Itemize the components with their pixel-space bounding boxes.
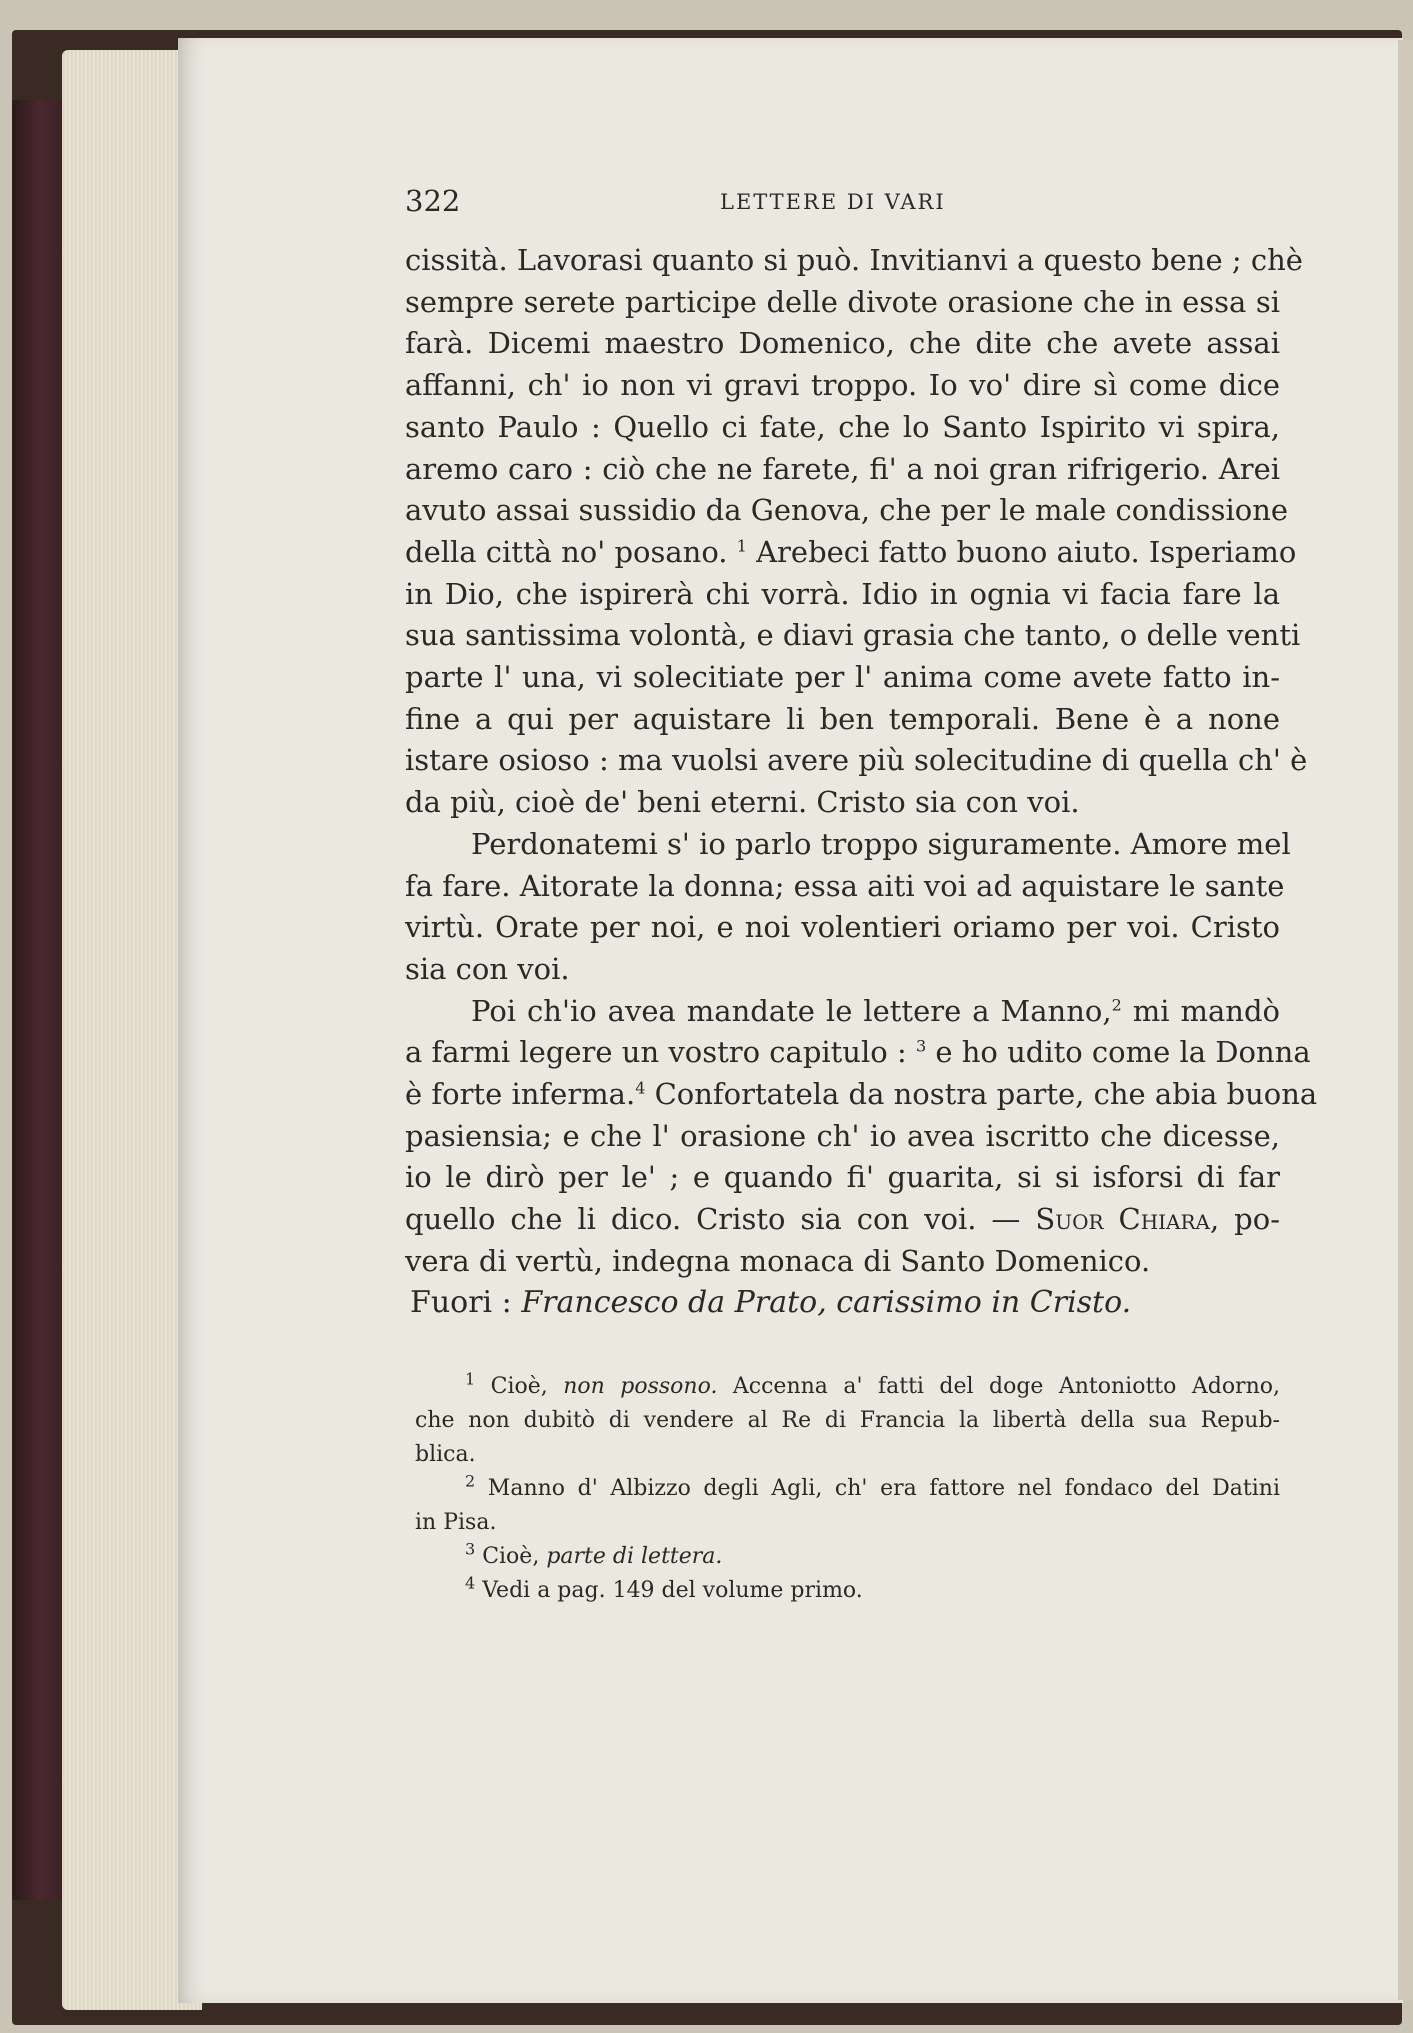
text-line: pasiensia; e che l' orasione ch' io avea iscritto che dicesse, bbox=[405, 1118, 1280, 1153]
text-line: parte l' una, vi solecitiate per l' anima come avete fatto in- bbox=[405, 660, 1280, 695]
footnote-ref: 2 bbox=[1111, 995, 1122, 1014]
recipient-address: Francesco da Prato, carissimo in Cristo. bbox=[521, 1285, 1132, 1320]
text-line: fine a qui per aquistare li ben temporali. Bene è a none bbox=[405, 701, 1280, 736]
text-line: avuto assai sussidio da Genova, che per le male condissione bbox=[405, 493, 1289, 528]
outer-address bbox=[410, 1285, 1270, 1320]
footnote-marker: 1 bbox=[465, 1369, 476, 1389]
footnote-4 bbox=[415, 1574, 1280, 1608]
signature-name: Suor Chiara bbox=[1035, 1202, 1210, 1237]
note-segment: Cioè, bbox=[490, 1374, 548, 1399]
text-line bbox=[405, 991, 1280, 1033]
text-line: in Dio, che ispirerà chi vorrà. Idio in ognia vi facia fare la bbox=[405, 576, 1280, 611]
text-line: virtù. Orate per noi, e noi volentieri oriamo per voi. Cristo bbox=[405, 910, 1280, 945]
text-line bbox=[405, 1032, 1311, 1074]
note-segment: Cioè, bbox=[482, 1544, 540, 1569]
note-segment: Manno d' Albizzo degli Agli, ch' era fattore nel fondaco del Datini bbox=[487, 1476, 1280, 1501]
page-number: 322 bbox=[405, 184, 461, 218]
text-line: affanni, ch' io non vi gravi troppo. Io vo' dire sì come dice bbox=[405, 368, 1280, 403]
text-segment: Poi ch'io avea mandate le lettere a Manno, bbox=[471, 993, 1112, 1028]
text-line bbox=[405, 1074, 1318, 1116]
page-header bbox=[405, 182, 965, 222]
text-line bbox=[405, 532, 1297, 574]
footnote-marker: 2 bbox=[465, 1471, 476, 1491]
text-line: cissità. Lavorasi quanto si può. Invitianvi a questo bene ; chè bbox=[405, 243, 1303, 277]
note-segment: parte di lettera. bbox=[546, 1544, 723, 1569]
footnote-ref: 3 bbox=[915, 1036, 927, 1056]
text-segment: è forte inferma. bbox=[405, 1077, 636, 1112]
text-segment: della città no' posano. bbox=[405, 534, 728, 569]
text-line: sia con voi. bbox=[405, 951, 570, 986]
footnote-1 bbox=[415, 1370, 1280, 1404]
text-line bbox=[405, 1199, 1280, 1241]
letter-body bbox=[405, 240, 1318, 1283]
text-segment: a farmi legere un vostro capitulo : bbox=[405, 1035, 907, 1070]
note-segment: non possono. bbox=[563, 1374, 718, 1399]
footnote-ref: 1 bbox=[736, 536, 747, 556]
text-line: io le dirò per le' ; e quando fi' guarita, si si isforsi di far bbox=[405, 1160, 1280, 1195]
text-segment: Confortatela da nostra parte, che abia buona bbox=[654, 1077, 1318, 1112]
footnote-ref: 4 bbox=[635, 1078, 646, 1098]
text-line: fa fare. Aitorate la donna; essa aiti voi ad aquistare le sante bbox=[405, 868, 1285, 903]
text-line: sua santissima volontà, e diavi grasia che tanto, o delle venti bbox=[405, 618, 1301, 653]
text-segment: , po- bbox=[1210, 1202, 1280, 1237]
footnote-2-line: in Pisa. bbox=[415, 1510, 497, 1535]
footnote-3 bbox=[415, 1540, 1280, 1574]
text-line: da più, cioè de' beni eterni. Cristo sia con voi. bbox=[405, 785, 1080, 820]
note-segment: Accenna a' fatti del doge Antoniotto Adorno, bbox=[732, 1374, 1280, 1399]
text-line: istare osioso : ma vuolsi avere più solecitudine di quella ch' è bbox=[405, 743, 1308, 778]
footnote-marker: 3 bbox=[465, 1539, 476, 1559]
footnote-1-line: blica. bbox=[415, 1442, 476, 1467]
text-segment: quello che li dico. Cristo sia con voi. — bbox=[405, 1202, 1021, 1237]
text-line: aremo caro : ciò che ne farete, fi' a noi gran rifrigerio. Arei bbox=[405, 451, 1280, 486]
text-segment: Arebeci fatto buono aiuto. Isperiamo bbox=[756, 534, 1297, 569]
outer-label: Fuori : bbox=[410, 1285, 512, 1320]
text-segment: mi mandò bbox=[1132, 993, 1281, 1028]
text-line: sempre serete participe delle divote orasione che in essa si bbox=[405, 284, 1280, 319]
footnote-2 bbox=[415, 1472, 1280, 1506]
footnote-1-line: che non dubitò di vendere al Re di Francia la libertà della sua Repub- bbox=[415, 1408, 1280, 1433]
facing-page-edge bbox=[1398, 40, 1413, 2000]
text-line: Perdonatemi s' io parlo troppo siguramente. Amore mel bbox=[471, 826, 1291, 861]
note-segment: Vedi a pag. 149 del volume primo. bbox=[482, 1578, 863, 1603]
text-line: santo Paulo : Quello ci fate, che lo Santo Ispirito vi spira, bbox=[405, 409, 1280, 444]
running-title: LETTERE DI VARI bbox=[720, 190, 946, 214]
footnote-marker: 4 bbox=[465, 1573, 476, 1593]
text-segment: e ho udito come la Donna bbox=[935, 1035, 1311, 1070]
text-line: farà. Dicemi maestro Domenico, che dite che avete assai bbox=[405, 326, 1280, 361]
footnotes bbox=[415, 1370, 1280, 1608]
text-line: vera di vertù, indegna monaca di Santo Domenico. bbox=[405, 1243, 1151, 1278]
